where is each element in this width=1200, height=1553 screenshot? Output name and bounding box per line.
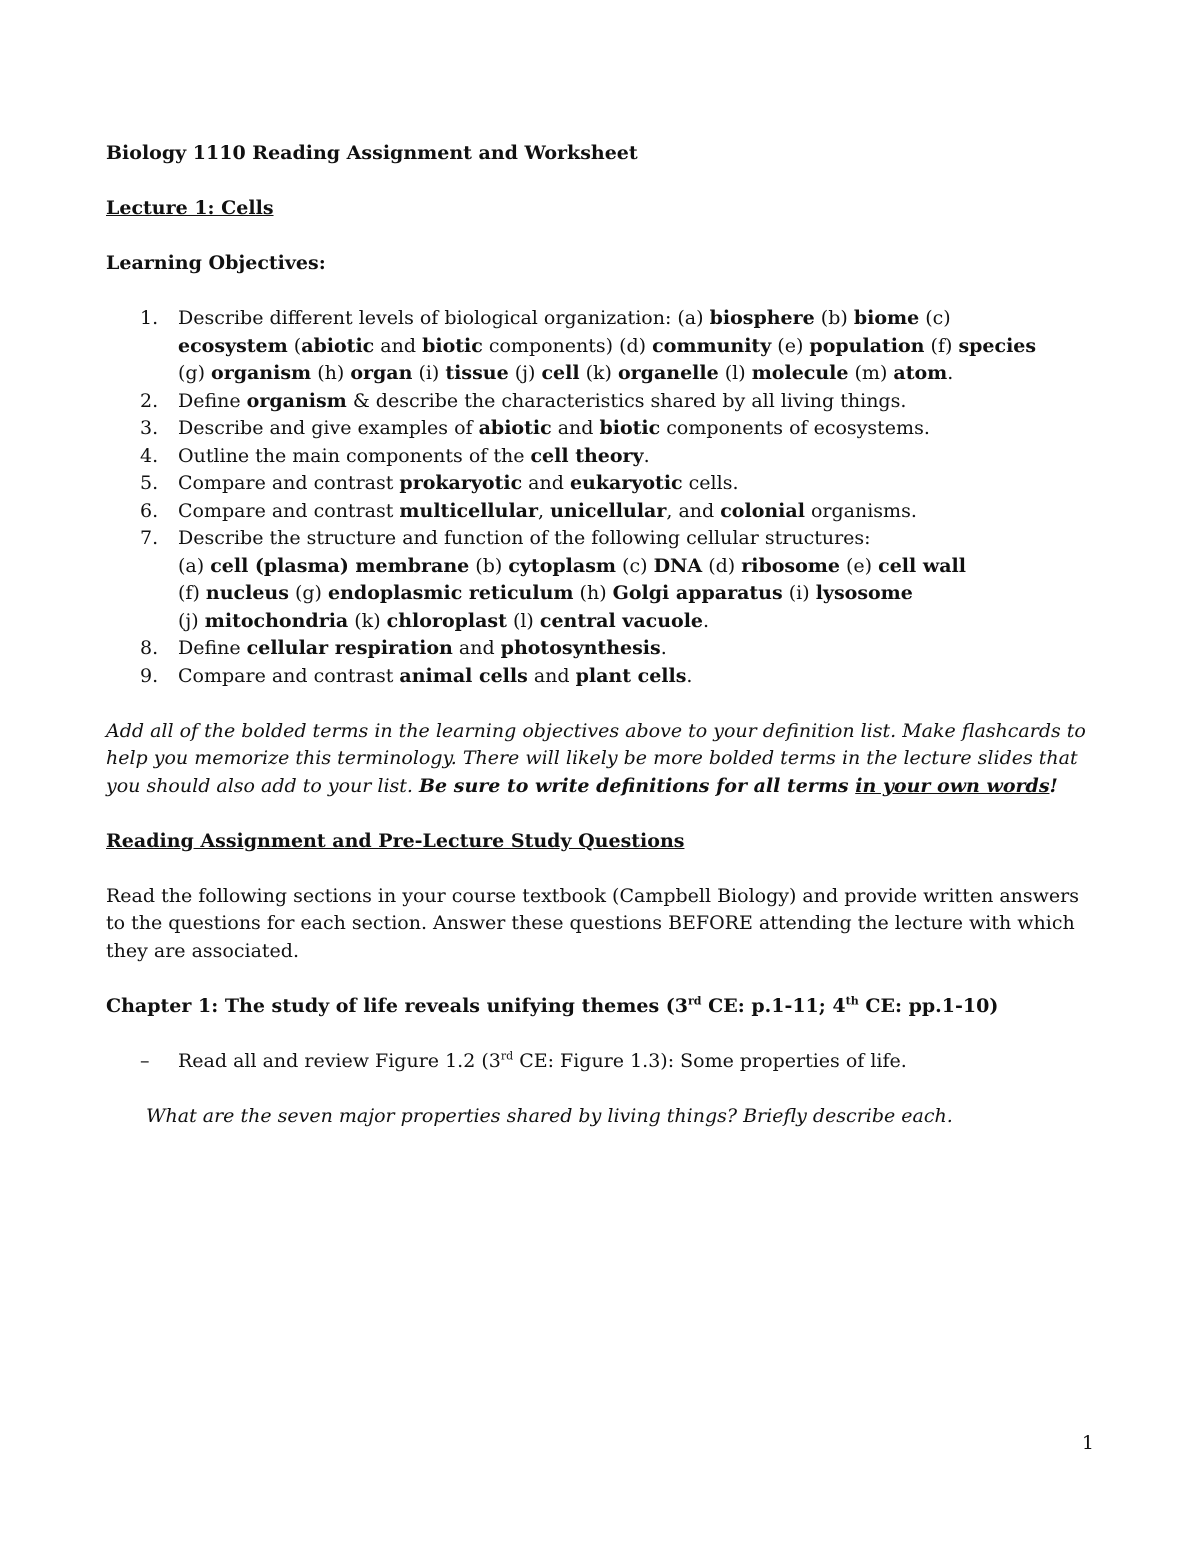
objective-item (106, 415, 1096, 443)
objective-text: . (947, 362, 954, 384)
objective-text: (k) (348, 609, 387, 632)
objective-term: colonial (720, 499, 805, 522)
reading-item-post: CE: Figure 1.3): Some properties of life. (513, 1049, 907, 1072)
instructions-bold-underline: in your own words (855, 774, 1050, 797)
objective-term: organism (211, 362, 312, 384)
reading-item-sup: rd (500, 1049, 514, 1063)
objective-text: (m) (848, 362, 894, 384)
objective-text: Describe and give examples of (178, 417, 479, 439)
objective-number: 3. (140, 417, 159, 439)
document-page (106, 140, 1096, 1130)
chapter-heading (106, 993, 1096, 1021)
objective-term: ecosystem (178, 334, 288, 357)
objective-number: 9. (140, 664, 159, 687)
lecture-title: Lecture 1: Cells (106, 197, 274, 219)
objective-item (106, 525, 1096, 635)
objective-term: mitochondria (204, 609, 349, 632)
objective-term: biosphere (709, 307, 815, 329)
objective-number: 1. (140, 307, 159, 329)
objective-text: components) (d) (482, 334, 653, 357)
objectives-heading: Learning Objectives: (106, 252, 326, 274)
objective-term: cell theory (530, 444, 644, 467)
objective-text: (g) (288, 582, 328, 604)
objective-text: (j) (178, 609, 205, 632)
objective-text: Describe the structure and function of the following cellular structures: (178, 527, 871, 549)
objective-term: chloroplast (386, 609, 507, 632)
page-number: 1 (1081, 1432, 1094, 1454)
objective-item (106, 443, 1096, 471)
objective-term: cell (541, 362, 580, 384)
objective-text: and (452, 637, 501, 659)
objective-text: (l) (718, 362, 752, 384)
objective-term: biotic (599, 417, 661, 439)
objective-item (106, 388, 1096, 416)
objective-term: atom (893, 362, 948, 384)
chapter-end: CE: pp.1-10) (858, 994, 999, 1017)
reading-item-pre: Read all and review Figure 1.2 (3 (178, 1049, 501, 1072)
objective-text: (i) (412, 362, 446, 384)
reading-heading: Reading Assignment and Pre-Lecture Study Questions (106, 829, 685, 852)
instructions-text: Add all of the bolded terms in the learning objectives above to your definition list. Make flashcards to help you memorize this terminology. There will likely be more bolded terms in the lecture slides that you should also add to your list. (106, 719, 1086, 797)
objective-term: molecule (751, 362, 849, 384)
document-title: Biology 1110 Reading Assignment and Worksheet (106, 142, 638, 164)
objective-number: 5. (140, 472, 159, 494)
objective-text: (e) (839, 554, 879, 577)
objective-term: cellular respiration (246, 637, 453, 659)
objective-text: (f) (924, 334, 959, 357)
objective-text: (b) (469, 554, 509, 577)
objective-term: population (809, 334, 925, 357)
objective-number: 6. (140, 499, 159, 522)
objective-text: (a) (178, 554, 211, 577)
objective-term: abiotic (301, 334, 375, 357)
objective-text: . (660, 637, 667, 659)
reading-intro: Read the following sections in your course textbook (Campbell Biology) and provide written answers to the questions for each section. Answer these questions BEFORE attending the lecture with which they are associated. (106, 884, 1080, 962)
objective-term: eukaryotic (569, 472, 683, 494)
objective-text: (l) (506, 609, 540, 632)
objective-term: nucleus (205, 582, 289, 604)
objective-term: photosynthesis (500, 637, 661, 659)
objective-term: organ (350, 362, 413, 384)
objective-text: Define (178, 389, 247, 412)
objective-text: . (703, 609, 710, 632)
chapter-mid: CE: p.1-11; 4 (701, 994, 846, 1017)
objective-term: organism (246, 389, 347, 412)
objective-term: prokaryotic (399, 472, 523, 494)
objective-text: ( (287, 334, 302, 357)
objective-term: lysosome (815, 582, 913, 604)
objective-text: (b) (814, 307, 854, 329)
objective-term: cell wall (878, 554, 966, 577)
objective-text: (h) (573, 582, 613, 604)
objective-term: multicellular (399, 499, 538, 522)
objective-term: DNA (653, 554, 703, 577)
objective-text: , (537, 499, 551, 522)
objective-item (106, 470, 1096, 498)
objective-term: biotic (422, 334, 483, 357)
objective-text: and (374, 334, 423, 357)
objective-text: Define (178, 637, 247, 659)
objective-text: & describe the characteristics shared by all living things. (346, 389, 907, 412)
objective-text: Compare and contrast (178, 499, 400, 522)
objective-text: (c) (616, 554, 654, 577)
objective-term: ribosome (741, 554, 840, 577)
objective-term: tissue (445, 362, 509, 384)
objective-number: 7. (140, 527, 159, 549)
objective-text: cells. (682, 472, 739, 494)
objective-item (106, 663, 1096, 691)
objective-text: (g) (178, 362, 212, 384)
objective-term: Golgi apparatus (612, 582, 783, 604)
objective-text: and (527, 664, 576, 687)
objective-term: central vacuole (539, 609, 704, 632)
objective-text: . (686, 664, 693, 687)
objective-number: 4. (140, 444, 159, 467)
objective-term: unicellular (550, 499, 667, 522)
study-question: What are the seven major properties shared by living things? Briefly describe each. (146, 1104, 953, 1127)
objective-text: (f) (178, 582, 206, 604)
objective-text: , and (666, 499, 721, 522)
objective-term: cell (plasma) membrane (210, 554, 470, 577)
objective-item (106, 305, 1096, 388)
objective-text: and (522, 472, 570, 494)
instructions-bold-end: ! (1049, 774, 1058, 797)
chapter-sup-rd: rd (687, 994, 702, 1008)
objective-number: 2. (140, 389, 159, 412)
chapter-main: Chapter 1: The study of life reveals unifying themes (3 (106, 994, 688, 1017)
objective-term: species (958, 334, 1037, 357)
objective-text: (k) (579, 362, 618, 384)
objective-text: Describe different levels of biological organization: (a) (178, 307, 710, 329)
objective-text: (j) (508, 362, 542, 384)
objective-text: (h) (311, 362, 351, 384)
objective-text: (i) (782, 582, 816, 604)
dash-bullet: – (140, 1049, 150, 1072)
objective-term: plant cells (575, 664, 687, 687)
objective-text: components of ecosystems. (660, 417, 930, 439)
instructions-paragraph (106, 718, 1096, 801)
objective-term: community (652, 334, 772, 357)
objective-term: cytoplasm (508, 554, 617, 577)
objective-text: (c) (919, 307, 951, 329)
objective-term: animal cells (399, 664, 528, 687)
objective-number: 8. (140, 637, 159, 659)
objective-term: abiotic (478, 417, 552, 439)
objective-text: Compare and contrast (178, 664, 400, 687)
objective-term: biome (853, 307, 920, 329)
objective-item (106, 498, 1096, 526)
objectives-list (106, 305, 1096, 690)
objective-text: and (551, 417, 600, 439)
objective-text: Compare and contrast (178, 472, 400, 494)
objective-term: organelle (618, 362, 719, 384)
objective-term: endoplasmic reticulum (328, 582, 574, 604)
objective-text: (d) (702, 554, 742, 577)
objective-text: organisms. (804, 499, 917, 522)
objective-item (106, 635, 1096, 663)
objective-text: (e) (771, 334, 810, 357)
objective-text: . (643, 444, 650, 467)
objective-text: Outline the main components of the (178, 444, 531, 467)
reading-list-item (106, 1048, 1096, 1076)
chapter-sup-th: th (845, 994, 859, 1008)
instructions-bold: Be sure to write definitions for all terms (418, 774, 856, 797)
